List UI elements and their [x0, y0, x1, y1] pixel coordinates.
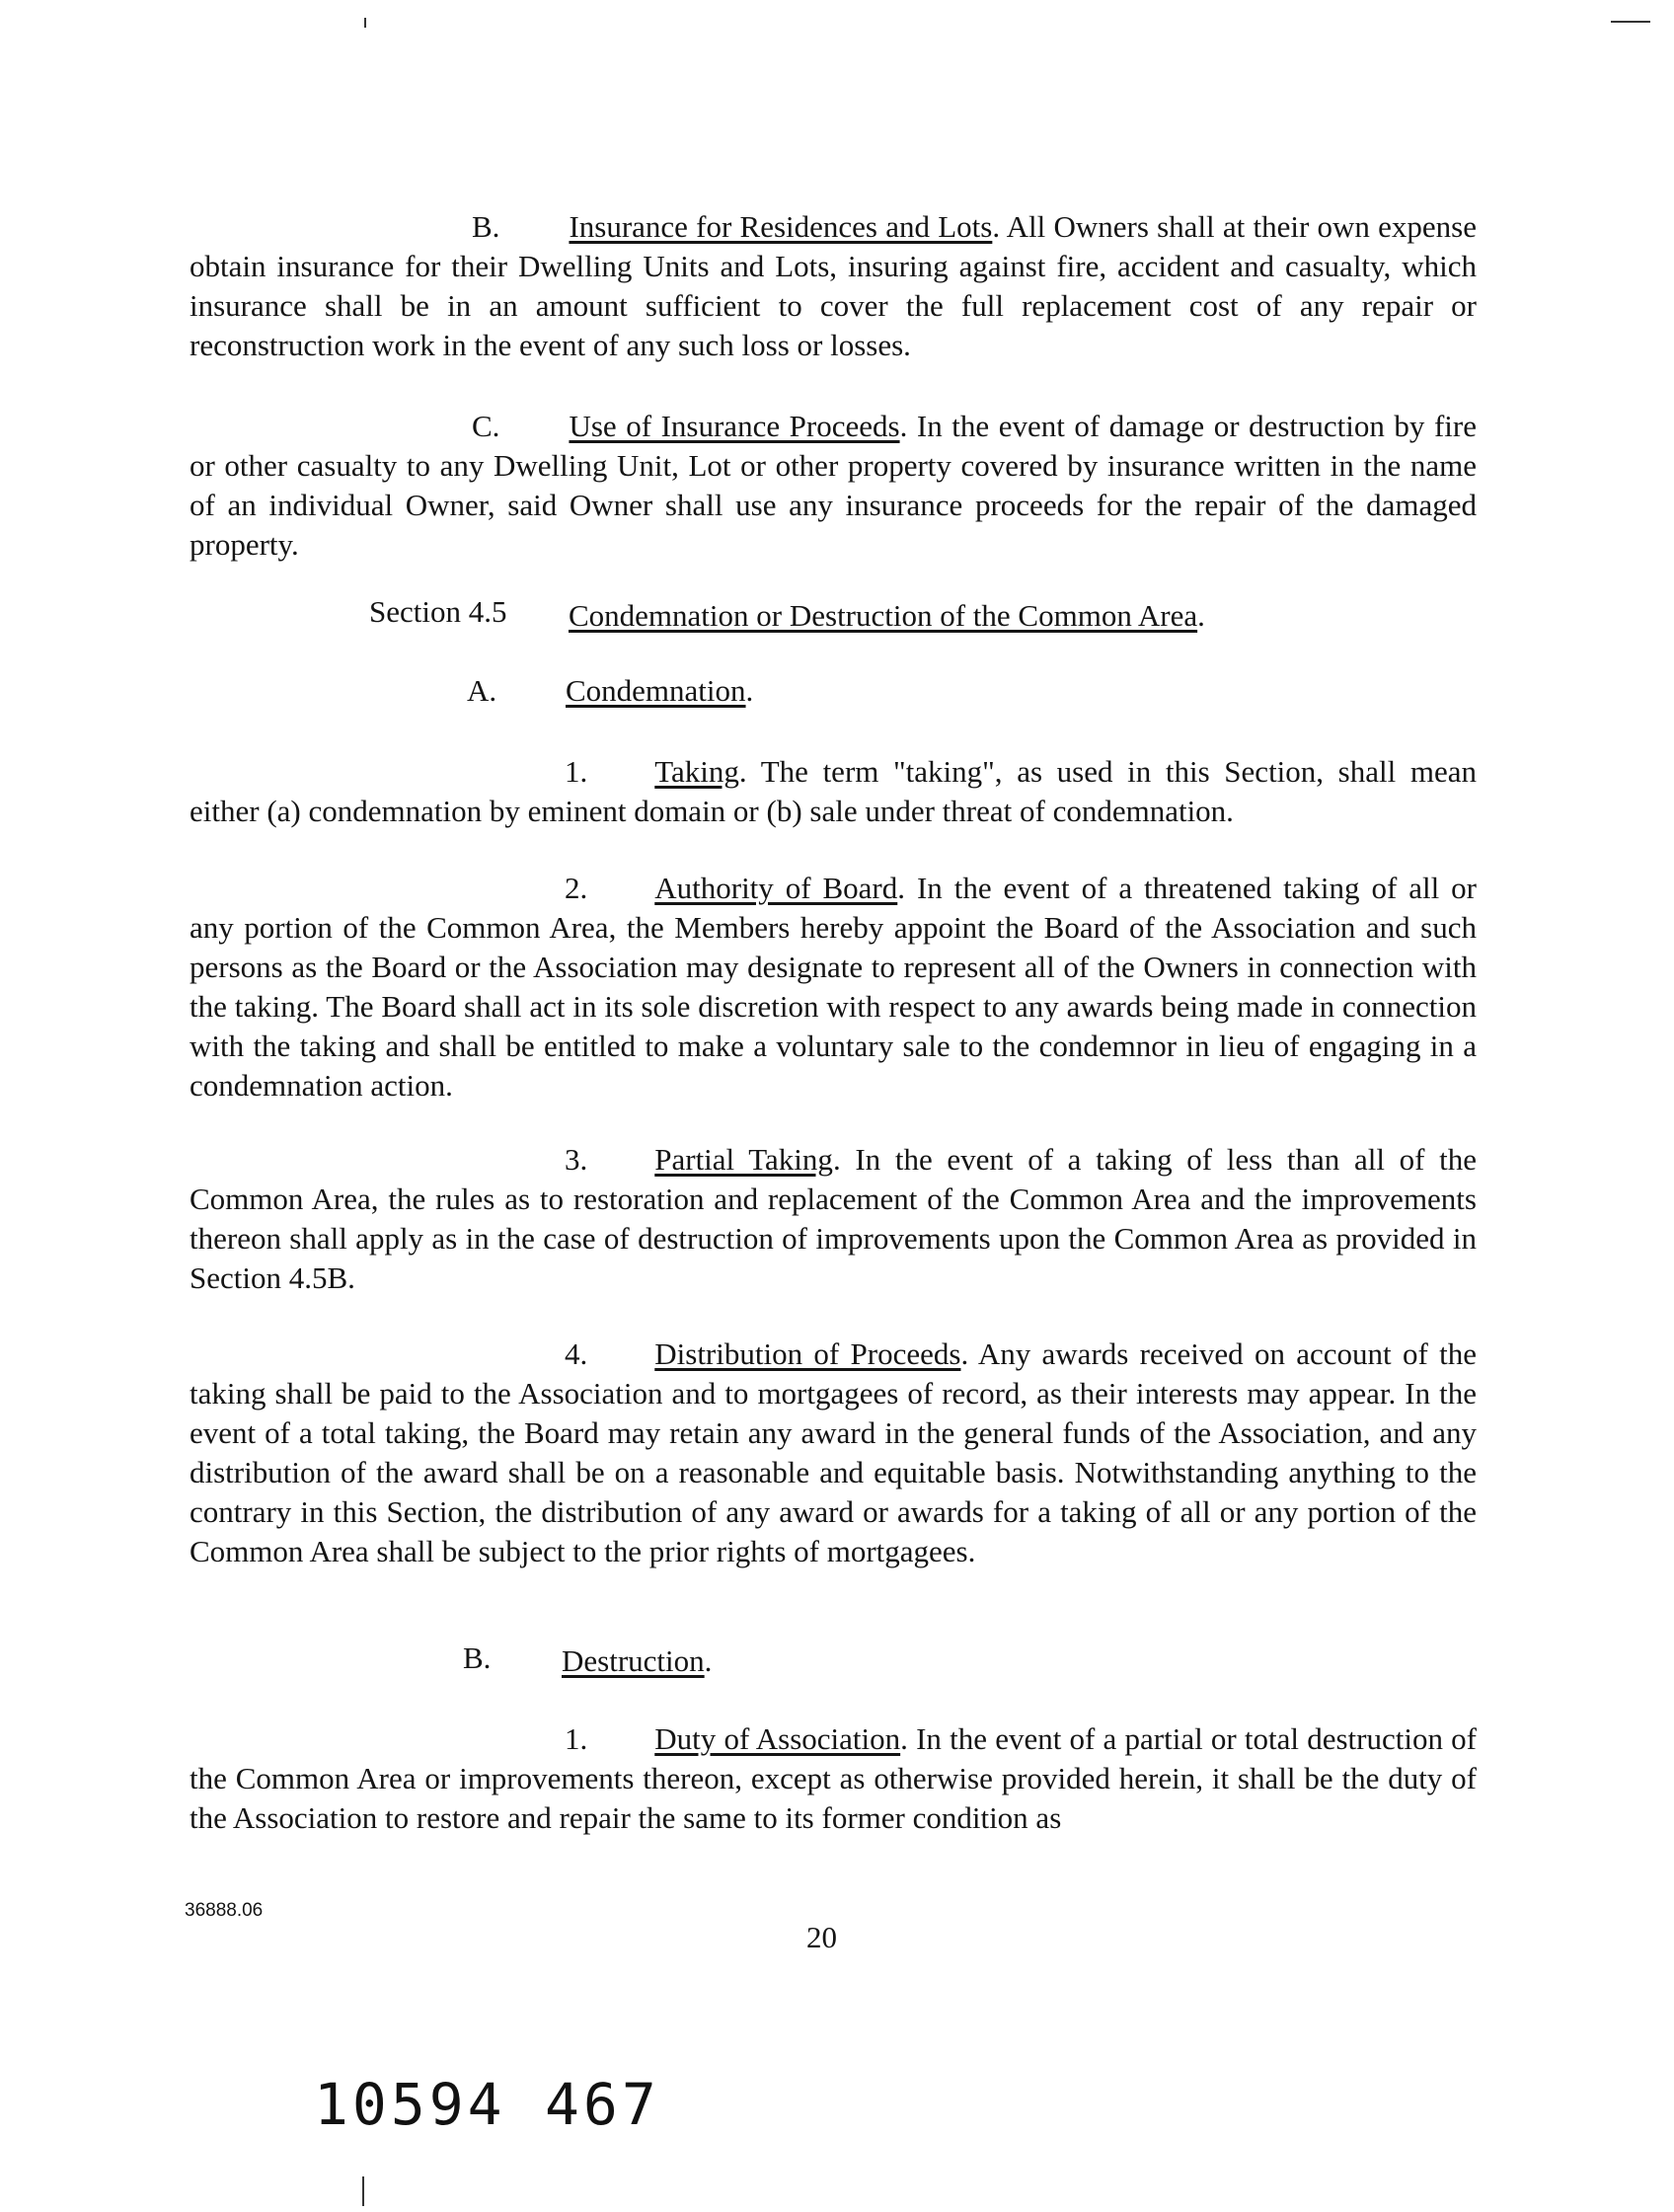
item-label: 2.: [565, 871, 588, 905]
item-label: 1.: [565, 1721, 588, 1756]
item-title: Taking: [654, 754, 739, 789]
scan-mark: [362, 2176, 364, 2206]
item-title: Partial Taking: [654, 1142, 833, 1177]
paragraph-use-of-proceeds: [190, 407, 1477, 565]
section-title-suffix: .: [1197, 598, 1205, 633]
subsection-label: [467, 671, 496, 711]
item-title: Authority of Board: [654, 871, 898, 905]
scan-mark: [1611, 21, 1650, 23]
item-title: Duty of Association: [654, 1721, 901, 1756]
section-title: [569, 596, 1205, 636]
subsection-title: [566, 671, 753, 711]
subsection-label: [463, 1639, 491, 1678]
document-id: 36888.06: [185, 1900, 264, 1921]
item-label: 4.: [565, 1336, 588, 1371]
section-heading: [369, 592, 507, 632]
paragraph-partial-taking: [190, 1140, 1477, 1298]
subsection-label-text: A.: [467, 673, 497, 708]
subsection-title-text: Destruction: [562, 1643, 705, 1678]
item-label: 3.: [565, 1142, 588, 1177]
paragraph-taking: [190, 752, 1477, 831]
page-number: 20: [806, 1920, 837, 1954]
item-label: B.: [472, 209, 500, 244]
subsection-title: [562, 1641, 712, 1681]
paragraph-distribution-of-proceeds: [190, 1335, 1477, 1571]
item-label: 1.: [565, 754, 588, 789]
item-label: C.: [472, 409, 500, 443]
subsection-title-suffix: .: [745, 673, 754, 708]
subsection-label-text: B.: [463, 1640, 492, 1675]
recording-stamp-book: 10594: [314, 2071, 506, 2138]
recording-stamp-page: 467: [545, 2071, 660, 2138]
scan-mark: [364, 18, 366, 28]
item-text: . The term "taking", as used in this Section, shall mean either (a) condemnation by eminent domain or (b) sale under threat of condemnation.: [190, 754, 1477, 828]
section-title-text: Condemnation or Destruction of the Common Area: [569, 598, 1198, 633]
item-text: . In the event of a threatened taking of all or any portion of the Common Area, the Members hereby appoint the Board of the Association and such persons as the Board or the Association may designate to represent all of the Owners in connection with the taking. The Board shall act in its sole discretion with respect to any awards being made in connection with the taking and shall be entitled to make a voluntary sale to the condemnor in lieu of engaging in a condemnation action.: [190, 871, 1477, 1103]
paragraph-duty-of-association: [190, 1719, 1477, 1838]
item-text: . In the event of a partial or total destruction of the Common Area or improvements thereon, except as otherwise provided herein, it shall be the duty of the Association to restore and repair the same to its former condition as: [190, 1721, 1477, 1835]
item-text: . In the event of damage or destruction by fire or other casualty to any Dwelling Unit, Lot or other property covered by insurance written in the name of an individual Owner, said Owner shall use any insurance proceeds for the repair of the damaged property.: [190, 409, 1477, 562]
item-text: . Any awards received on account of the taking shall be paid to the Association and to mortgagees of record, as their interests may appear. In the event of a total taking, the Board may retain any award in the general funds of the Association, and any distribution of the award shall be on a reasonable and equitable basis. Notwithstanding anything to the contrary in this Section, the distribution of any award or awards for a taking of all or any portion of the Common Area shall be subject to the prior rights of mortgagees.: [190, 1336, 1477, 1568]
item-text: . All Owners shall at their own expense obtain insurance for their Dwelling Units and Lots, insuring against fire, accident and casualty, which insurance shall be in an amount sufficient to cover the full replacement cost of any repair or reconstruction work in the event of any such loss or losses.: [190, 209, 1478, 362]
subsection-title-suffix: .: [704, 1643, 713, 1678]
item-text: . In the event of a taking of less than all of the Common Area, the rules as to restoration and replacement of the Common Area and the improvements thereon shall apply as in the case of destruction of improvements upon the Common Area as provided in Section 4.5B.: [190, 1142, 1477, 1295]
item-title: Use of Insurance Proceeds: [569, 409, 900, 443]
paragraph-authority-of-board: [190, 869, 1477, 1106]
paragraph-insurance-residences: [190, 207, 1477, 365]
section-label: Section 4.5: [369, 594, 507, 629]
item-title: Insurance for Residences and Lots: [569, 209, 993, 244]
item-title: Distribution of Proceeds: [654, 1336, 961, 1371]
subsection-title-text: Condemnation: [566, 673, 746, 708]
